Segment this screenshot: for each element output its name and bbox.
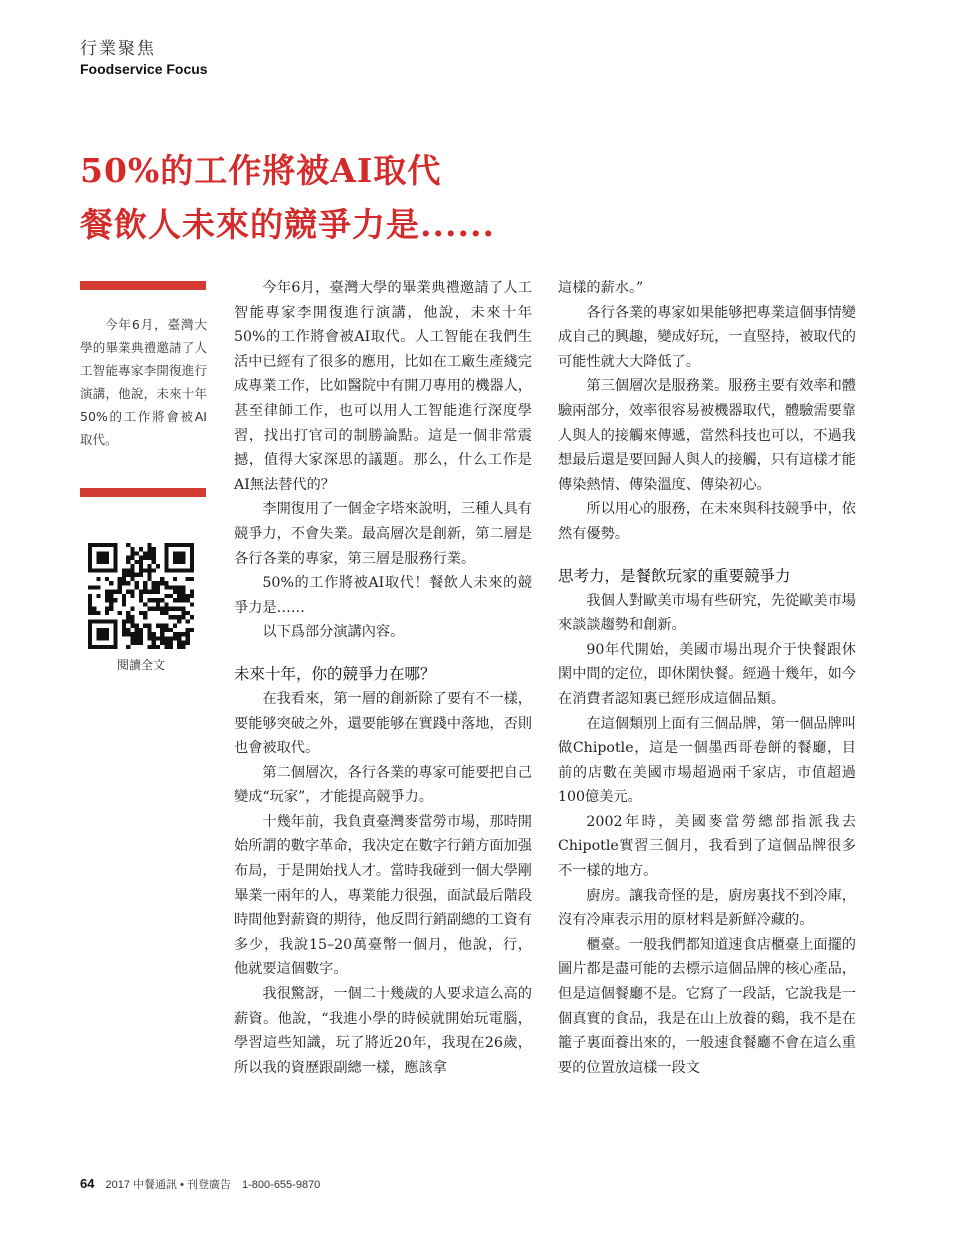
subheading: 未來十年，你的競爭力在哪？ (234, 664, 436, 683)
section-title-en: Foodservice Focus (80, 61, 208, 77)
paragraph: 各行各業的專家如果能够把專業這個事情變成自己的興趣，變成好玩，一直堅持，被取代的可能性就大大降低了。 (558, 304, 856, 370)
paragraph: 在這個類別上面有三個品牌，第一個品牌叫做Chipotle，這是一個墨西哥卷餅的餐廳，目前的店數在美國市場超過兩千家店，市值超過100億美元。 (558, 715, 856, 806)
paragraph: 這樣的薪水。” (558, 280, 644, 296)
section-header (80, 38, 208, 78)
paragraph: 90年代開始，美國市場出現介于快餐跟休閑中間的定位，即休閑快餐。經過十幾年，如今在消費者認知裏已經形成這個品類。 (558, 641, 856, 707)
paragraph: 李開復用了一個金字塔來說明，三種人具有競爭力，不會失業。最高層次是創新，第二層是各行各業的專家，第三層是服務行業。 (234, 501, 532, 567)
paragraph: 第三個層次是服務業。服務主要有效率和體驗兩部分，效率很容易被機器取代，體驗需要靠人與人的接觸來傳遞，當然科技也可以，不過我想最后還是要回歸人與人的接觸，只有這樣才能傳染熱情、傳染溫度、傳染初心。 (558, 378, 856, 493)
paragraph: 櫃臺。一般我們都知道速食店櫃臺上面擺的圖片都是盡可能的去標示這個品牌的核心產品，但是這個餐廳不是。它寫了一段話，它說我是一個真實的食品，我是在山上放養的鷄，我不是在籠子裏面養出來的，一般速食餐廳不會在這么重要的位置放這樣一段文 (558, 936, 856, 1076)
article-title-line1: 50%的工作將被AI取代 (80, 151, 442, 190)
paragraph: 十幾年前，我負責臺灣麥當勞市場，那時開始所謂的數字革命，我决定在數字行銷方面加强布局，于是開始找人才。當時我碰到一個大學剛畢業一兩年的人，專業能力很强，面試最后階段時間他對薪資的期待，他反問行銷副總的工資有多少，我說15–20萬臺幣一個月，他說，行，他就要這個數字。 (234, 813, 532, 978)
article-title-line2: 餐飲人未來的競爭力是...... (80, 205, 495, 244)
footer-text: 2017 中餐通訊 • 刊登廣告 1-800-655-9870 (105, 1179, 321, 1191)
paragraph: 廚房。讓我奇怪的是，廚房裏找不到冷庫，沒有冷庫表示用的原材料是新鮮冷藏的。 (558, 887, 856, 929)
article-column-3 (558, 276, 856, 1080)
paragraph: 在我看來，第一層的創新除了要有不一樣，要能够突破之外，還要能够在實踐中落地，否則也會被取代。 (234, 690, 532, 757)
paragraph: 今年6月，臺灣大學的畢業典禮邀請了人工智能專家李開復進行演講，他說，未來十年50%的工作將會被AI取代。人工智能在我們生活中已經有了很多的應用，比如在工廠生產綫完成專業工作，比如醫院中有開刀專用的機器人，甚至律師工作，也可以用人工智能進行深度學習，找出打官司的制勝論點。這是一個非常震撼，值得大家深思的議題。那么，什么工作是AI無法替代的？ (234, 280, 532, 493)
paragraph: 第二個層次，各行各業的專家可能要把自己變成“玩家”，才能提高競爭力。 (234, 764, 532, 806)
article-column-2 (234, 276, 532, 1080)
sidebar-bottom-rule (80, 488, 206, 497)
subheading: 思考力，是餐飲玩家的重要競爭力 (558, 566, 791, 585)
paragraph: 所以用心的服務，在未來與科技競爭中，依然有優勢。 (558, 501, 856, 542)
sidebar-top-rule (80, 281, 206, 290)
paragraph: 50%的工作將被AI取代！餐飲人未來的競爭力是…… (234, 575, 532, 616)
paragraph: 我個人對歐美市場有些研究，先從歐美市場來談談趨勢和創新。 (558, 592, 856, 634)
page-number: 64 (80, 1176, 95, 1191)
section-title-zh: 行業聚焦 (80, 39, 156, 59)
article-title (80, 144, 495, 252)
paragraph: 我很驚訝，一個二十幾歲的人要求這么高的薪資。他說，“我進小學的時候就開始玩電腦，學習這些知識，玩了將近20年，我現在26歲，所以我的資歷跟副總一樣，應該拿 (234, 986, 532, 1076)
page-footer (80, 1176, 320, 1192)
paragraph: 2002年時，美國麥當勞總部指派我去Chipotle實習三個月，我看到了這個品牌很多不一樣的地方。 (558, 813, 856, 880)
paragraph: 以下爲部分演講內容。 (262, 624, 405, 641)
summary-text: 今年6月，臺灣大學的畢業典禮邀請了人工智能專家李開復進行演講，他說，未來十年50%的工作將會被AI取代。 (80, 317, 207, 447)
qr-code-icon[interactable] (88, 543, 194, 649)
qr-label: 閱讀全文 (116, 658, 165, 672)
sidebar-summary (80, 313, 207, 451)
